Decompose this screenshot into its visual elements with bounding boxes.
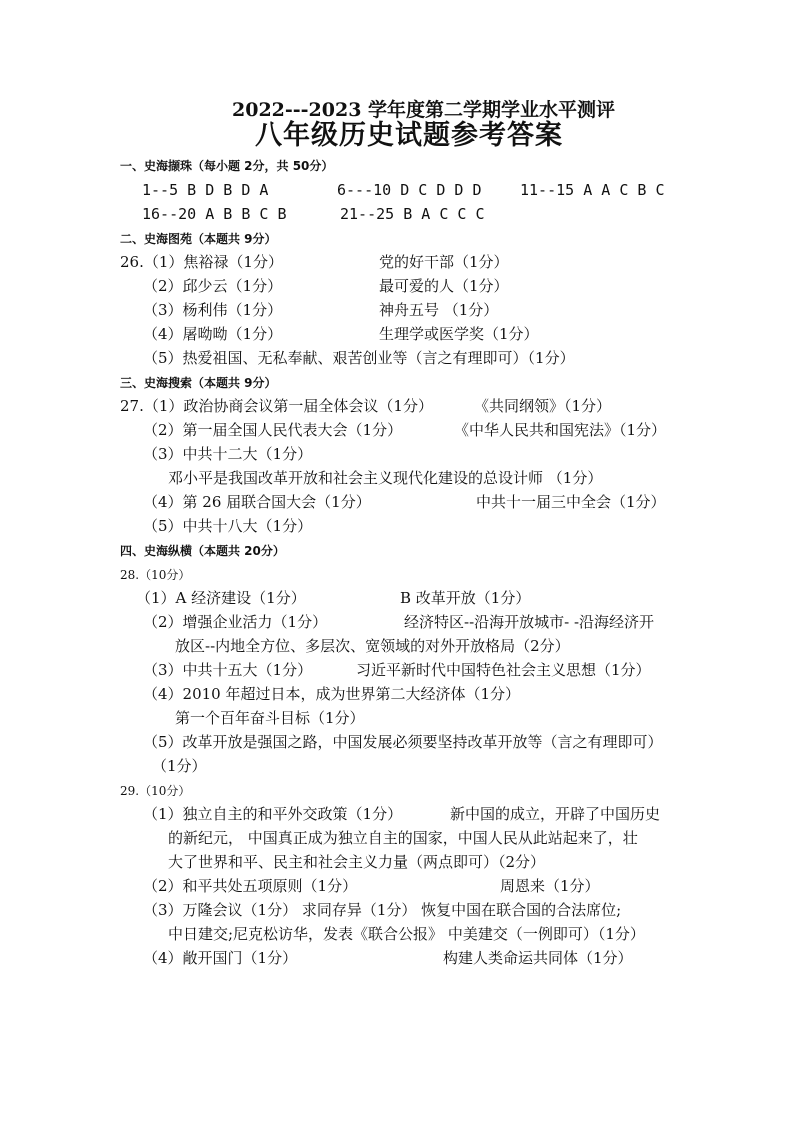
answer-range-6-10: 6---10 D C D D D	[337, 181, 482, 199]
q26-3-answer: （3）杨利伟（1分）	[143, 301, 283, 319]
q28-3-answer: （3）中共十五大（1分）	[143, 661, 313, 679]
q28-4-answer: （4）2010 年超过日本，成为世界第二大经济体（1分）	[143, 685, 521, 703]
q28-4-answer-b: 第一个百年奋斗目标（1分）	[175, 709, 365, 727]
answer-range-11-15: 11--15 A A C B C	[520, 181, 665, 199]
q26-5-answer: （5）热爱祖国、无私奉献、艰苦创业等（言之有理即可）（1分）	[143, 349, 575, 367]
q26-2-answer-b: 最可爱的人（1分）	[379, 277, 509, 295]
answer-range-1-5: 1--5 B D B D A	[142, 181, 269, 199]
q28-1-answer-b: B 改革开放（1分）	[400, 589, 531, 607]
q28-1-answer: （1）A 经济建设（1分）	[136, 589, 306, 607]
q28-2-answer-c: 放区--内地全方位、多层次、宽领域的对外开放格局（2分）	[175, 637, 570, 655]
q29-4-answer-b: 构建人类命运共同体（1分）	[443, 949, 633, 967]
q28-5-answer: （5）改革开放是强国之路，中国发展必须要坚持改革开放等（言之有理即可）	[143, 733, 663, 751]
doc-subtitle: 八年级历史试题参考答案	[255, 120, 563, 151]
q27-2-answer-b: 《中华人民共和国宪法》（1分）	[454, 421, 667, 439]
answer-range-21-25: 21--25 B A C C C	[340, 205, 485, 223]
section-4-heading: 四、史海纵横（本题共 20分）	[120, 544, 285, 558]
section-3-heading: 三、史海搜索（本题共 9分）	[120, 376, 277, 390]
q27-2-answer: （2）第一届全国人民代表大会（1分）	[143, 421, 403, 439]
q27-5-answer: （5）中共十八大（1分）	[143, 517, 313, 535]
q28-2-answer-b: 经济特区--沿海开放城市- -沿海经济开	[404, 613, 655, 631]
q28-5-answer-b: （1分）	[152, 757, 207, 775]
q29-4-answer: （4）敞开国门（1分）	[143, 949, 298, 967]
q29-2-answer: （2）和平共处五项原则（1分）	[143, 877, 358, 895]
answer-range-16-20: 16--20 A B B C B	[142, 205, 287, 223]
q29-3-answer: （3）万隆会议（1分） 求同存异（1分） 恢复中国在联合国的合法席位;	[143, 901, 622, 919]
q26-3-answer-b: 神舟五号 （1分）	[379, 301, 499, 319]
q28-3-answer-b: 习近平新时代中国特色社会主义思想（1分）	[356, 661, 651, 679]
q26-1-answer: 26.（1）焦裕禄（1分）	[120, 253, 283, 271]
q26-4-answer-b: 生理学或医学奖（1分）	[379, 325, 539, 343]
q29-1-answer-c: 的新纪元， 中国真正成为独立自主的国家，中国人民从此站起来了，壮	[168, 829, 638, 847]
q27-4-answer-b: 中共十一届三中全会（1分）	[476, 493, 666, 511]
q27-4-answer: （4）第 26 届联合国大会（1分）	[143, 493, 371, 511]
q29-3-answer-b: 中日建交;尼克松访华，发表《联合公报》 中美建交（一例即可）（1分）	[168, 925, 645, 943]
q26-2-answer: （2）邱少云（1分）	[143, 277, 283, 295]
q29-1-answer-b: 新中国的成立，开辟了中国历史	[450, 805, 661, 823]
q27-3-answer-b: 邓小平是我国改革开放和社会主义现代化建设的总设计师 （1分）	[168, 469, 603, 487]
q27-1-answer: 27.（1）政治协商会议第一届全体会议（1分）	[120, 397, 433, 415]
q28-label: 28.（10分）	[120, 568, 191, 582]
q29-1-answer: （1）独立自主的和平外交政策（1分）	[143, 805, 403, 823]
section-1-heading: 一、史海撷珠（每小题 2分，共 50分）	[120, 159, 334, 173]
q29-1-answer-d: 大了世界和平、民主和社会主义力量（两点即可）（2分）	[168, 853, 546, 871]
q26-1-answer-b: 党的好干部（1分）	[379, 253, 509, 271]
q29-label: 29.（10分）	[120, 784, 191, 798]
q26-4-answer: （4）屠呦呦（1分）	[143, 325, 283, 343]
q27-1-answer-b: 《共同纲领》（1分）	[474, 397, 612, 415]
q28-2-answer: （2）增强企业活力（1分）	[143, 613, 328, 631]
section-2-heading: 二、史海图苑（本题共 9分）	[120, 232, 277, 246]
q29-2-answer-b: 周恩来（1分）	[500, 877, 600, 895]
q27-3-answer: （3）中共十二大（1分）	[143, 445, 313, 463]
doc-title: 2022---2023 学年度第二学期学业水平测评	[232, 99, 616, 121]
